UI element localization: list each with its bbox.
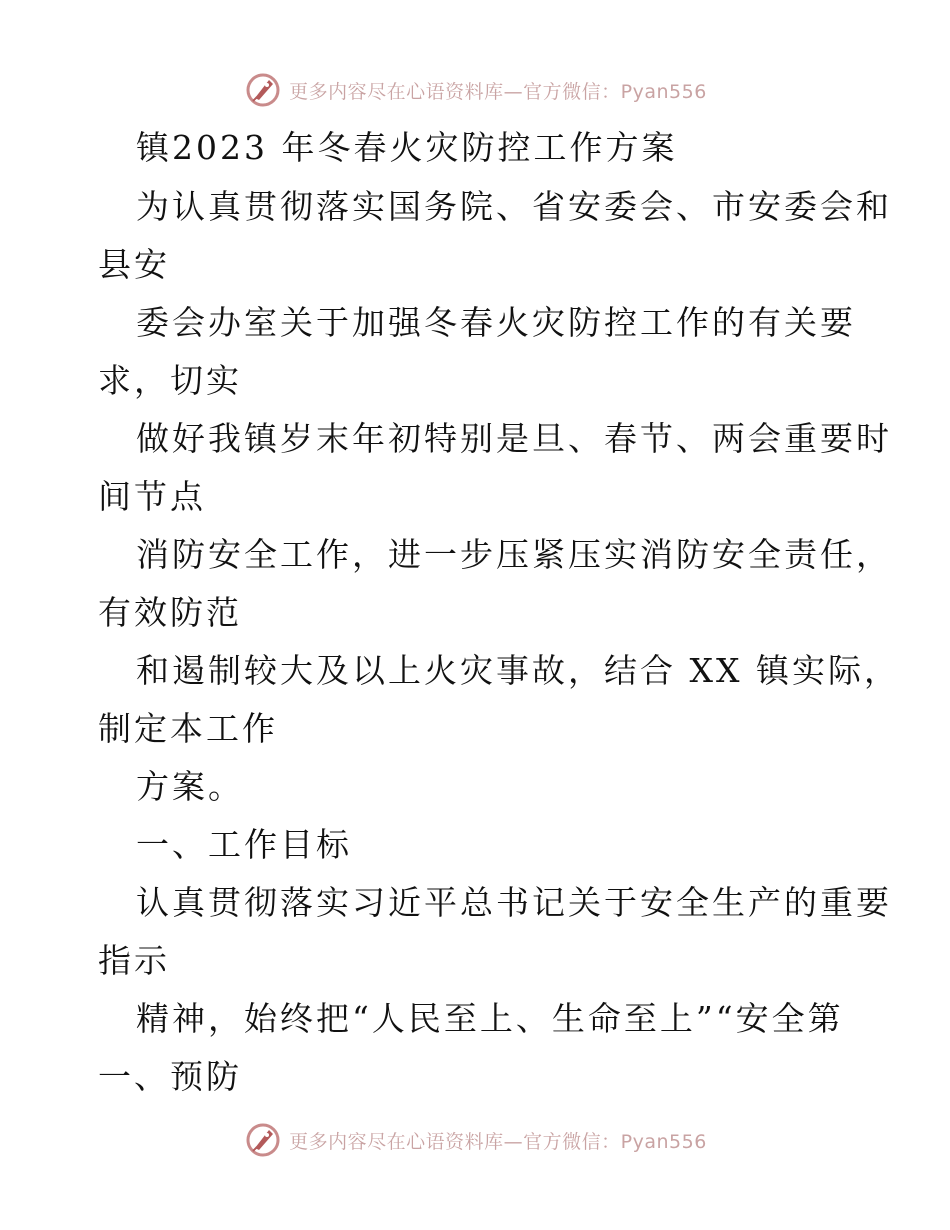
paragraph-line: 指示 <box>98 941 170 980</box>
watermark-text: 更多内容尽在心语资料库—官方微信：Pyan556 <box>289 1130 707 1153</box>
paragraph-line: 方案。 <box>136 767 244 806</box>
paragraph-line: 委会办室关于加强冬春火灾防控工作的有关要 <box>136 303 856 342</box>
watermark-text: 更多内容尽在心语资料库—官方微信：Pyan556 <box>289 80 707 103</box>
pen-nib-logo-icon <box>243 70 283 110</box>
document-title: 镇2023 年冬春火灾防控工作方案 <box>136 128 678 167</box>
paragraph-line: 一、预防 <box>98 1057 242 1096</box>
paragraph-line: 制定本工作 <box>98 709 278 748</box>
paragraph-line: 间节点 <box>98 477 206 516</box>
paragraph-line: 求，切实 <box>98 361 242 400</box>
paragraph-line: 为认真贯彻落实国务院、省安委会、市安委会和 <box>136 187 892 226</box>
pen-nib-logo-icon <box>243 1120 283 1160</box>
footer-watermark <box>0 1118 950 1162</box>
header-watermark <box>0 68 950 112</box>
paragraph-line: 消防安全工作，进一步压紧压实消防安全责任， <box>136 535 892 574</box>
paragraph-line: 有效防范 <box>98 593 242 632</box>
paragraph-line: 认真贯彻落实习近平总书记关于安全生产的重要 <box>136 883 892 922</box>
paragraph-line: 精神，始终把“人民至上、生命至上”“安全第 <box>136 999 844 1038</box>
paragraph-line: 和遏制较大及以上火灾事故，结合 XX 镇实际， <box>136 651 900 690</box>
paragraph-line: 做好我镇岁末年初特别是旦、春节、两会重要时 <box>136 419 892 458</box>
section-heading: 一、工作目标 <box>136 825 352 864</box>
paragraph-line: 县安 <box>98 245 170 284</box>
